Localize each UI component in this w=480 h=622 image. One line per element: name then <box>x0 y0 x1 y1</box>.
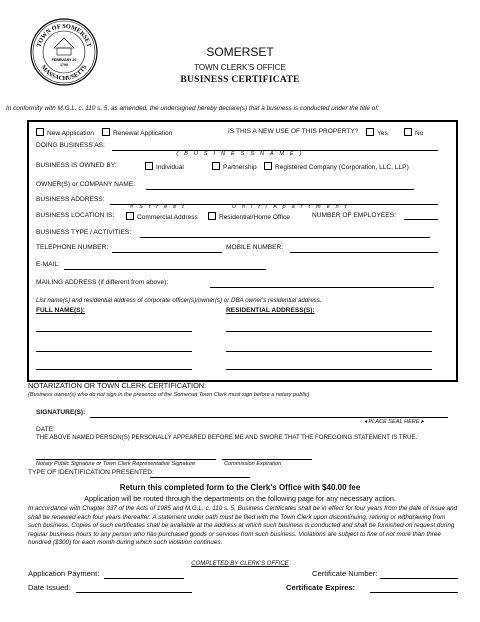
commission-field[interactable] <box>222 459 312 460</box>
certificate-number-label: Certificate Number: <box>312 569 378 578</box>
town-name: SOMERSET <box>206 45 274 59</box>
commercial-option[interactable]: Commercial Address <box>126 212 198 221</box>
seal-ring-bottom: MASSACHUSETTS <box>39 63 89 83</box>
certificate-number-field[interactable] <box>380 578 458 579</box>
residential-option[interactable]: Residential/Home Office <box>208 212 290 221</box>
checkbox[interactable] <box>404 128 412 136</box>
checkbox[interactable] <box>208 212 216 220</box>
mobile-label: MOBILE NUMBER: <box>226 244 284 251</box>
owner-label: OWNER(S) or COMPANY NAME: <box>36 181 136 188</box>
checkbox[interactable] <box>212 162 220 170</box>
date-issued-field[interactable] <box>76 592 192 593</box>
certificate-expires-label: Certificate Expires: <box>286 583 356 592</box>
application-payment-field[interactable] <box>104 578 184 579</box>
new-use-question: IS THIS A NEW USE OF THIS PROPERTY? <box>228 128 359 135</box>
renewal-application-option[interactable]: Renewal Application <box>102 128 172 137</box>
telephone-field[interactable] <box>112 252 222 253</box>
clerk-heading: COMPLETED BY CLERK'S OFFICE <box>191 561 289 567</box>
certificate-expires-field[interactable] <box>370 592 458 593</box>
mailing-field[interactable] <box>210 287 434 288</box>
identification-label: TYPE OF IDENTIFICATION PRESENTED: <box>28 469 154 476</box>
residential-field[interactable] <box>226 369 432 370</box>
employees-label: NUMBER OF EMPLOYEES: <box>312 212 396 219</box>
notary-signature-field[interactable] <box>36 459 216 460</box>
seal-date: FEBRUARY 20 <box>51 58 77 62</box>
sworn-statement: THE ABOVE NAMED PERSON(S) PERSONALLY APPEARED BEFORE ME AND SWORE THAT THE FOREGOING STATEMENT IS TRUE. <box>36 434 418 441</box>
mailing-label: MAILING ADDRESS (if different from above): <box>36 279 169 286</box>
checkbox[interactable] <box>126 212 134 220</box>
address-label: BUSINESS ADDRESS: <box>36 196 105 203</box>
seal-ring-top: TOWN OF SOMERSET <box>35 22 93 48</box>
notary-signature-label: Notary Public Signature or Town Clerk Representative Signature <box>36 461 196 467</box>
date-issued-label: Date Issued: <box>28 583 71 592</box>
residential-field[interactable] <box>226 331 432 332</box>
residential-field[interactable] <box>226 351 432 352</box>
application-payment-label: Application Payment: <box>28 569 100 578</box>
email-label: E-MAIL: <box>36 261 60 268</box>
checkbox[interactable] <box>366 128 374 136</box>
identification-field[interactable] <box>150 477 250 478</box>
dba-hint: ( B U S I N E S S N A M E ) <box>176 151 304 157</box>
owner-field[interactable] <box>146 189 414 190</box>
email-field[interactable] <box>64 269 266 270</box>
checkbox[interactable] <box>264 162 272 170</box>
list-note: List name(s) and residential address of corporate officer(s)/owner(s) or DBA owner's residential address. <box>36 297 322 304</box>
individual-option[interactable]: Individual <box>145 162 184 171</box>
name-field[interactable] <box>36 351 192 352</box>
business-type-field[interactable] <box>140 237 430 238</box>
legal-paragraph: In accordance with Chapter 337 of the Acts of 1985 and M.G.L. c. 110 s. 5, Business Certificates shall be in effect for four years from the date of issue and shall be renewed each four years thereafter. A statement under oath must be filed with the Town Clerk upon discontinuing, retiring or withdrawing from such business. Copies of such certificates shall be available at the address at which such business is conducted and shall be furnished on request during regular business hours to any person who has purchased goods or services from such business. Violations are subject to fine of not more than three hundred ($300) for each month during which such violation continues. <box>28 505 458 547</box>
place-seal-note: ◂ PLACE SEAL HERE ▸ <box>364 419 424 425</box>
address-hint-unit: U n i t / A p a r t m e n t <box>232 204 349 210</box>
routing-note: Application will be routed through the departments on the following page for any necessary action. <box>84 494 396 503</box>
intro-text: In conformity with M.G.L. c. 110 s. 5, as amended, the undersigned hereby declare(s) that a business is conducted under the title of: <box>6 105 379 112</box>
business-type-label: BUSINESS TYPE / ACTIVITIES: <box>36 229 132 236</box>
seal-year: 1790 <box>60 63 68 67</box>
no-option[interactable]: No <box>404 128 423 137</box>
checkbox[interactable] <box>145 162 153 170</box>
registered-company-option[interactable]: Registered Company (Corporation, LLC, LLP) <box>264 162 409 171</box>
date-label: DATE: <box>36 426 55 433</box>
office-name: TOWN CLERK'S OFFICE <box>194 63 286 72</box>
name-field[interactable] <box>36 331 192 332</box>
page-title: BUSINESS CERTIFICATE <box>180 75 300 85</box>
application-frame <box>27 120 458 382</box>
notary-heading: NOTARIZATION OR TOWN CLERK CERTIFICATION: <box>28 381 207 390</box>
checkbox[interactable] <box>102 128 110 136</box>
partnership-option[interactable]: Partnership <box>212 162 257 171</box>
signature-field[interactable] <box>90 417 448 418</box>
residential-address-heading: RESIDENTIAL ADDRESS(S): <box>226 307 315 314</box>
dba-label: DOING BUSINESS AS: <box>36 142 105 149</box>
commission-label: Commission Expiration <box>224 461 282 467</box>
checkbox[interactable] <box>36 128 44 136</box>
full-name-heading: FULL NAME(S): <box>36 307 85 314</box>
return-heading: Return this completed form to the Clerk's Office with $40.00 fee <box>119 483 361 492</box>
location-label: BUSINESS LOCATION IS: <box>36 212 115 219</box>
signature-label: SIGNATURE(S): <box>36 409 86 416</box>
new-application-option[interactable]: New Application <box>36 128 94 137</box>
owned-by-label: BUSINESS IS OWNED BY: <box>36 162 117 169</box>
notary-note: (Business owner(s) who do not sign in the presence of the Somerset Town Clerk must sign before a notary public) <box>28 392 310 398</box>
name-field[interactable] <box>36 369 192 370</box>
telephone-label: TELEPHONE NUMBER: <box>36 244 109 251</box>
employees-field[interactable] <box>404 219 438 220</box>
mobile-field[interactable] <box>290 252 438 253</box>
address-hint-street: # S t r e e t <box>130 204 186 210</box>
yes-option[interactable]: Yes <box>366 128 388 137</box>
